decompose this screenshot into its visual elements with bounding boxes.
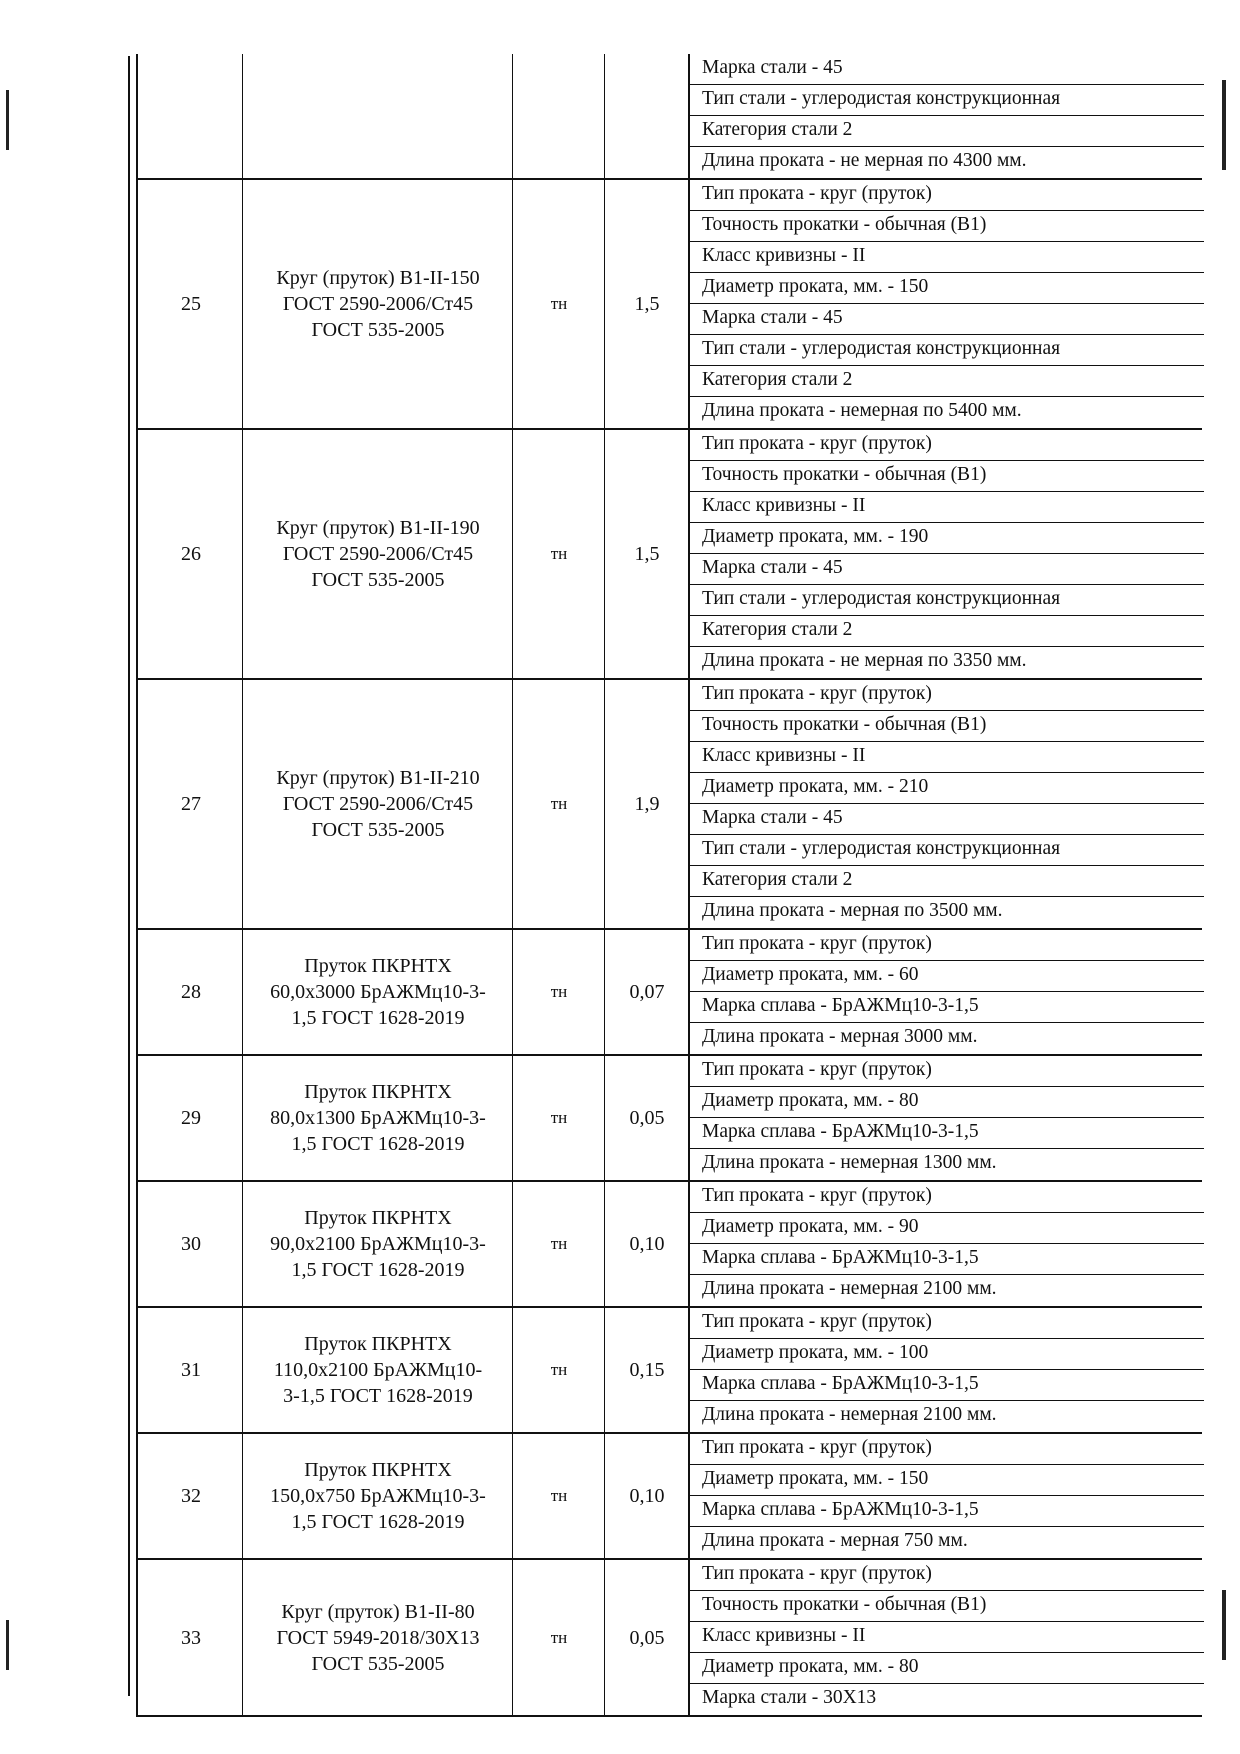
row-number-text: 27 (181, 793, 201, 815)
spec-line (690, 335, 1204, 366)
spec-text: Марка сплава - БрАЖМц10-3-1,5 (702, 1499, 979, 1520)
product-name-line: Круг (пруток) В1-II-80 (281, 1600, 475, 1623)
spec-text: Тип проката - круг (пруток) (702, 1059, 932, 1080)
unit-text: тн (550, 1360, 568, 1379)
spec-text: Класс кривизны - II (702, 1625, 866, 1646)
spec-text: Класс кривизны - II (702, 245, 866, 266)
row-number-text: 33 (181, 1626, 201, 1649)
row-number (136, 54, 244, 178)
spec-text: Длина проката - немерная 2100 мм. (702, 1404, 997, 1425)
quantity-text: 1,5 (634, 543, 660, 565)
quantity-cell (604, 54, 689, 178)
quantity-text: 1,9 (634, 793, 660, 815)
unit-text: тн (550, 794, 568, 813)
product-name-cell (242, 930, 513, 1054)
quantity-cell (604, 1308, 689, 1432)
spec-line (690, 835, 1204, 866)
spec-line (690, 1308, 1204, 1339)
spec-line (690, 430, 1204, 461)
spec-text: Тип стали - углеродистая конструкционная (702, 88, 1061, 109)
spec-line (690, 554, 1204, 585)
spec-line (690, 742, 1204, 773)
spec-line (690, 242, 1204, 273)
spec-line (690, 897, 1204, 928)
spec-text: Диаметр проката, мм. - 90 (702, 1216, 919, 1237)
spec-line (690, 1370, 1204, 1401)
product-name-cell (242, 1056, 513, 1180)
specification-cell (688, 54, 1204, 178)
spec-line (690, 1465, 1204, 1496)
quantity-text: 0,10 (629, 1485, 665, 1507)
spec-line (690, 180, 1204, 211)
row-number (136, 930, 244, 1054)
spec-line (690, 711, 1204, 742)
quantity-cell (604, 180, 689, 428)
unit-text: тн (550, 1486, 568, 1505)
table-row (136, 180, 1202, 430)
product-name-line: Пруток ПКРНТХ (304, 955, 452, 977)
row-number (136, 1560, 244, 1715)
table-row (136, 54, 1202, 180)
spec-line (690, 1118, 1204, 1149)
spec-text: Диаметр проката, мм. - 150 (702, 1468, 929, 1489)
spec-text: Тип стали - углеродистая конструкционная (702, 838, 1061, 859)
product-name-line: 60,0x3000 БрАЖМц10-3- (270, 981, 486, 1003)
spec-line (690, 1684, 1204, 1715)
product-name-line: ГОСТ 2590-2006/Ст45 (282, 293, 474, 315)
spec-text: Диаметр проката, мм. - 60 (702, 964, 919, 985)
specification-cell (688, 1434, 1204, 1558)
spec-text: Диаметр проката, мм. - 190 (702, 526, 929, 547)
spec-text: Марка сплава - БрАЖМц10-3-1,5 (702, 1247, 979, 1268)
spec-text: Диаметр проката, мм. - 80 (702, 1090, 919, 1111)
table-row (136, 1560, 1202, 1717)
spec-line (690, 1023, 1204, 1054)
spec-text: Тип проката - круг (пруток) (702, 183, 932, 204)
spec-text: Класс кривизны - II (702, 745, 866, 766)
row-number-text: 29 (181, 1107, 201, 1129)
spec-line (690, 492, 1204, 523)
scan-artifact-left (6, 90, 9, 150)
product-name-line: 1,5 ГОСТ 1628-2019 (291, 1259, 465, 1281)
product-name-line: ГОСТ 5949-2018/30Х13 (276, 1626, 480, 1649)
spec-text: Категория стали 2 (702, 369, 853, 390)
specification-cell (688, 680, 1204, 928)
row-number-text: 28 (181, 981, 201, 1003)
spec-line (690, 1339, 1204, 1370)
product-name-cell (242, 180, 513, 428)
product-name-line: 1,5 ГОСТ 1628-2019 (291, 1133, 465, 1155)
row-number-text: 32 (181, 1485, 201, 1507)
specification-cell (688, 180, 1204, 428)
product-name-line: ГОСТ 535-2005 (311, 319, 445, 341)
product-name (270, 1205, 486, 1283)
spec-line (690, 54, 1204, 85)
spec-text: Тип проката - круг (пруток) (702, 433, 932, 454)
spec-line (690, 1496, 1204, 1527)
specification-cell (688, 1560, 1204, 1715)
spec-line (690, 680, 1204, 711)
quantity-text: 0,10 (629, 1233, 665, 1255)
spec-text: Длина проката - мерная 750 мм. (702, 1530, 968, 1551)
spec-text: Марка стали - 30Х13 (702, 1687, 877, 1708)
specification-cell (688, 1056, 1204, 1180)
quantity-text: 0,15 (629, 1359, 665, 1381)
quantity-cell (604, 430, 689, 678)
unit-text: тн (550, 294, 568, 313)
product-name (276, 765, 479, 843)
spec-text: Диаметр проката, мм. - 210 (702, 776, 929, 797)
product-name (270, 1457, 486, 1535)
product-name-line: 1,5 ГОСТ 1628-2019 (291, 1511, 465, 1533)
spec-text: Длина проката - не мерная по 3350 мм. (702, 650, 1027, 671)
product-name-line: 3-1,5 ГОСТ 1628-2019 (283, 1385, 473, 1407)
spec-text: Тип проката - круг (пруток) (702, 683, 932, 704)
unit-cell (512, 1560, 605, 1715)
quantity-text: 0,07 (629, 981, 665, 1003)
specification-cell (688, 1182, 1204, 1306)
scan-artifact-right (1222, 1590, 1226, 1660)
spec-text: Тип проката - круг (пруток) (702, 1185, 932, 1206)
product-name (270, 953, 486, 1031)
unit-cell (512, 1434, 605, 1558)
spec-line (690, 1434, 1204, 1465)
spec-line (690, 1213, 1204, 1244)
quantity-cell (604, 680, 689, 928)
spec-line (690, 930, 1204, 961)
quantity-text: 0,05 (629, 1626, 665, 1649)
spec-line (690, 1087, 1204, 1118)
row-number (136, 1308, 244, 1432)
spec-line (690, 1275, 1204, 1306)
unit-text: тн (550, 1108, 568, 1127)
spec-line (690, 1591, 1204, 1622)
product-name-cell (242, 1434, 513, 1558)
unit-cell (512, 1308, 605, 1432)
spec-text: Марка стали - 45 (702, 807, 843, 828)
spec-line (690, 1182, 1204, 1213)
spec-line (690, 273, 1204, 304)
row-number-text: 30 (181, 1233, 201, 1255)
unit-cell (512, 680, 605, 928)
spec-line (690, 211, 1204, 242)
unit-cell (512, 1056, 605, 1180)
spec-line (690, 366, 1204, 397)
spec-text: Точность прокатки - обычная (В1) (702, 214, 987, 235)
spec-text: Тип проката - круг (пруток) (702, 933, 932, 954)
spec-text: Диаметр проката, мм. - 80 (702, 1656, 919, 1677)
product-name-line: ГОСТ 535-2005 (311, 1652, 445, 1675)
spec-line (690, 961, 1204, 992)
spec-text: Длина проката - немерная 2100 мм. (702, 1278, 997, 1299)
table-row (136, 1182, 1202, 1308)
unit-cell (512, 430, 605, 678)
product-name-line: Пруток ПКРНТХ (304, 1207, 452, 1229)
product-name-cell (242, 680, 513, 928)
spec-line (690, 116, 1204, 147)
spec-line (690, 1401, 1204, 1432)
spec-text: Длина проката - немерная по 5400 мм. (702, 400, 1022, 421)
spec-line (690, 773, 1204, 804)
product-name-line: ГОСТ 535-2005 (311, 569, 445, 591)
product-name-line: Пруток ПКРНТХ (304, 1333, 452, 1355)
spec-text: Тип стали - углеродистая конструкционная (702, 588, 1061, 609)
table-outer-border (128, 56, 130, 1696)
spec-line (690, 1527, 1204, 1558)
spec-line (690, 1622, 1204, 1653)
spec-text: Длина проката - не мерная по 4300 мм. (702, 150, 1027, 171)
spec-line (690, 85, 1204, 116)
unit-text: тн (550, 1627, 568, 1647)
spec-line (690, 992, 1204, 1023)
spec-line (690, 616, 1204, 647)
spec-text: Тип проката - круг (пруток) (702, 1563, 932, 1584)
spec-text: Марка стали - 45 (702, 557, 843, 578)
table-row (136, 1434, 1202, 1560)
product-name-line: Пруток ПКРНТХ (304, 1459, 452, 1481)
row-number (136, 180, 244, 428)
spec-line (690, 866, 1204, 897)
spec-text: Точность прокатки - обычная (В1) (702, 714, 987, 735)
product-name-line: 150,0x750 БрАЖМц10-3- (270, 1485, 486, 1507)
product-name (270, 1079, 486, 1157)
unit-cell (512, 54, 605, 178)
quantity-cell (604, 1182, 689, 1306)
spec-line (690, 804, 1204, 835)
spec-text: Диаметр проката, мм. - 150 (702, 276, 929, 297)
spec-line (690, 1653, 1204, 1684)
quantity-text: 1,5 (634, 293, 660, 315)
quantity-cell (604, 1056, 689, 1180)
product-name (276, 515, 479, 593)
spec-line (690, 147, 1204, 178)
scan-artifact-left (6, 1620, 9, 1670)
product-name (274, 1331, 482, 1409)
spec-line (690, 1149, 1204, 1180)
spec-line (690, 1560, 1204, 1591)
product-name (276, 265, 479, 343)
row-number (136, 1434, 244, 1558)
spec-text: Марка сплава - БрАЖМц10-3-1,5 (702, 995, 979, 1016)
spec-line (690, 397, 1204, 428)
spec-text: Категория стали 2 (702, 619, 853, 640)
specification-cell (688, 430, 1204, 678)
spec-line (690, 461, 1204, 492)
product-name-line: Круг (пруток) В1-II-150 (276, 267, 480, 289)
row-number-text: 25 (181, 293, 201, 315)
row-number-text: 26 (181, 543, 201, 565)
row-number-text: 31 (181, 1359, 201, 1381)
spec-text: Точность прокатки - обычная (В1) (702, 464, 987, 485)
spec-text: Тип стали - углеродистая конструкционная (702, 338, 1061, 359)
product-name (277, 1599, 480, 1677)
spec-line (690, 647, 1204, 678)
table-row (136, 680, 1202, 930)
unit-text: тн (550, 1234, 568, 1253)
spec-text: Длина проката - немерная 1300 мм. (702, 1152, 997, 1173)
row-number (136, 680, 244, 928)
unit-text: тн (550, 982, 568, 1001)
table-row (136, 930, 1202, 1056)
spec-text: Марка сплава - БрАЖМц10-3-1,5 (702, 1373, 979, 1394)
quantity-cell (604, 930, 689, 1054)
spec-line (690, 523, 1204, 554)
quantity-text: 0,05 (629, 1107, 665, 1129)
table-row (136, 1056, 1202, 1182)
product-name-line: Круг (пруток) В1-II-190 (276, 517, 480, 539)
spec-text: Марка сплава - БрАЖМц10-3-1,5 (702, 1121, 979, 1142)
quantity-cell (604, 1560, 689, 1715)
spec-line (690, 1056, 1204, 1087)
product-name-line: 90,0x2100 БрАЖМц10-3- (270, 1233, 486, 1255)
product-name-line: 1,5 ГОСТ 1628-2019 (291, 1007, 465, 1029)
specification-cell (688, 930, 1204, 1054)
product-name-line: ГОСТ 535-2005 (311, 819, 445, 841)
product-name-line: Круг (пруток) В1-II-210 (276, 767, 480, 789)
unit-cell (512, 180, 605, 428)
product-name-line: ГОСТ 2590-2006/Ст45 (282, 793, 474, 815)
product-name-line: ГОСТ 2590-2006/Ст45 (282, 543, 474, 565)
spec-line (690, 1244, 1204, 1275)
unit-cell (512, 1182, 605, 1306)
row-number (136, 430, 244, 678)
product-name-line: 110,0x2100 БрАЖМц10- (273, 1359, 483, 1381)
spec-text: Тип проката - круг (пруток) (702, 1437, 932, 1458)
product-name-cell (242, 1560, 513, 1715)
product-name-cell (242, 1308, 513, 1432)
product-name-cell (242, 1182, 513, 1306)
spec-text: Точность прокатки - обычная (В1) (702, 1594, 987, 1615)
spec-text: Тип проката - круг (пруток) (702, 1311, 932, 1332)
unit-cell (512, 930, 605, 1054)
spec-text: Марка стали - 45 (702, 57, 843, 78)
table-row (136, 1308, 1202, 1434)
row-number (136, 1182, 244, 1306)
specification-cell (688, 1308, 1204, 1432)
row-number (136, 1056, 244, 1180)
spec-text: Класс кривизны - II (702, 495, 866, 516)
spec-text: Диаметр проката, мм. - 100 (702, 1342, 929, 1363)
spec-text: Категория стали 2 (702, 119, 853, 140)
spec-text: Длина проката - мерная по 3500 мм. (702, 900, 1003, 921)
spec-line (690, 304, 1204, 335)
product-name-line: Пруток ПКРНТХ (304, 1081, 452, 1103)
product-name-cell (242, 430, 513, 678)
table-row (136, 430, 1202, 680)
quantity-cell (604, 1434, 689, 1558)
spec-text: Категория стали 2 (702, 869, 853, 890)
scan-artifact-right (1222, 80, 1226, 170)
product-name-cell (242, 54, 513, 178)
spec-text: Длина проката - мерная 3000 мм. (702, 1026, 978, 1047)
spec-text: Марка стали - 45 (702, 307, 843, 328)
product-name-line: 80,0x1300 БрАЖМц10-3- (270, 1107, 486, 1129)
unit-text: тн (550, 544, 568, 563)
spec-line (690, 585, 1204, 616)
